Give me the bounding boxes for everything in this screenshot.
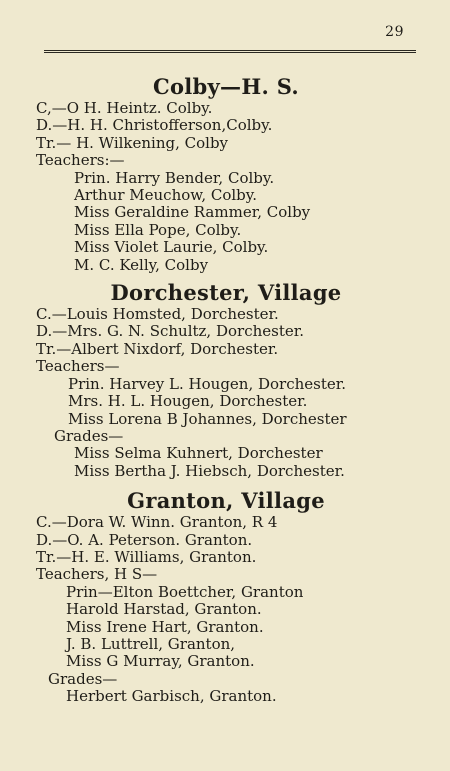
section-title: Colby—H. S. <box>152 74 300 99</box>
teachers-label: Teachers, H S— <box>36 565 158 584</box>
section-colby <box>36 74 416 274</box>
teacher-line: Prin. Harvey L. Hougen, Dorchester. <box>68 374 347 393</box>
section-title: Granton, Village <box>127 488 325 514</box>
officer-line: D.—O. A. Peterson. Granton. <box>36 530 253 549</box>
grades-label: Grades— <box>54 426 124 445</box>
header-rule <box>44 50 416 53</box>
officer-line: Tr.—H. E. Williams, Granton. <box>36 547 257 566</box>
teacher-line: Miss Irene Hart, Granton. <box>66 617 264 636</box>
section-granton <box>36 488 416 705</box>
grades-label: Grades— <box>48 669 118 688</box>
officer-line: D.—Mrs. G. N. Schultz, Dorchester. <box>36 322 305 341</box>
teacher-line: Miss Lorena B Johannes, Dorchester <box>68 409 347 428</box>
teachers-label: Teachers:— <box>36 151 125 170</box>
teacher-line: Arthur Meuchow, Colby. <box>74 186 258 205</box>
teacher-line: Miss G Murray, Granton. <box>66 652 255 671</box>
page-number: 29 <box>385 24 404 40</box>
teacher-line: J. B. Luttrell, Granton, <box>66 634 236 653</box>
section-dorchester <box>36 280 416 480</box>
grade-teacher-line: Herbert Garbisch, Granton. <box>66 687 277 706</box>
officer-line: Tr.— H. Wilkening, Colby <box>36 133 229 152</box>
officer-line: Tr.—Albert Nixdorf, Dorchester. <box>36 339 279 358</box>
teacher-line: Miss Ella Pope, Colby. <box>74 220 242 239</box>
teacher-line: Prin. Harry Bender, Colby. <box>74 168 275 187</box>
officer-line: C.—Dora W. Winn. Granton, R 4 <box>36 513 278 532</box>
teacher-line: M. C. Kelly, Colby <box>74 255 209 274</box>
grade-teacher-line: Miss Bertha J. Hiebsch, Dorchester. <box>74 461 345 480</box>
officer-line: C.—Louis Homsted, Dorchester. <box>36 305 279 324</box>
officer-line: C,—O H. Heintz. Colby. <box>36 99 213 117</box>
officer-line: D.—H. H. Christofferson,Colby. <box>36 116 273 135</box>
teacher-line: Mrs. H. L. Hougen, Dorchester. <box>68 392 308 411</box>
teacher-line: Miss Violet Laurie, Colby. <box>74 238 269 257</box>
teacher-line: Prin—Elton Boettcher, Granton <box>66 582 304 601</box>
teacher-line: Miss Geraldine Rammer, Colby <box>74 203 311 222</box>
teachers-label: Teachers— <box>36 357 120 376</box>
grade-teacher-line: Miss Selma Kuhnert, Dorchester <box>74 444 323 463</box>
section-title: Dorchester, Village <box>110 280 342 306</box>
directory-content <box>36 74 416 706</box>
teacher-line: Harold Harstad, Granton. <box>66 600 262 619</box>
